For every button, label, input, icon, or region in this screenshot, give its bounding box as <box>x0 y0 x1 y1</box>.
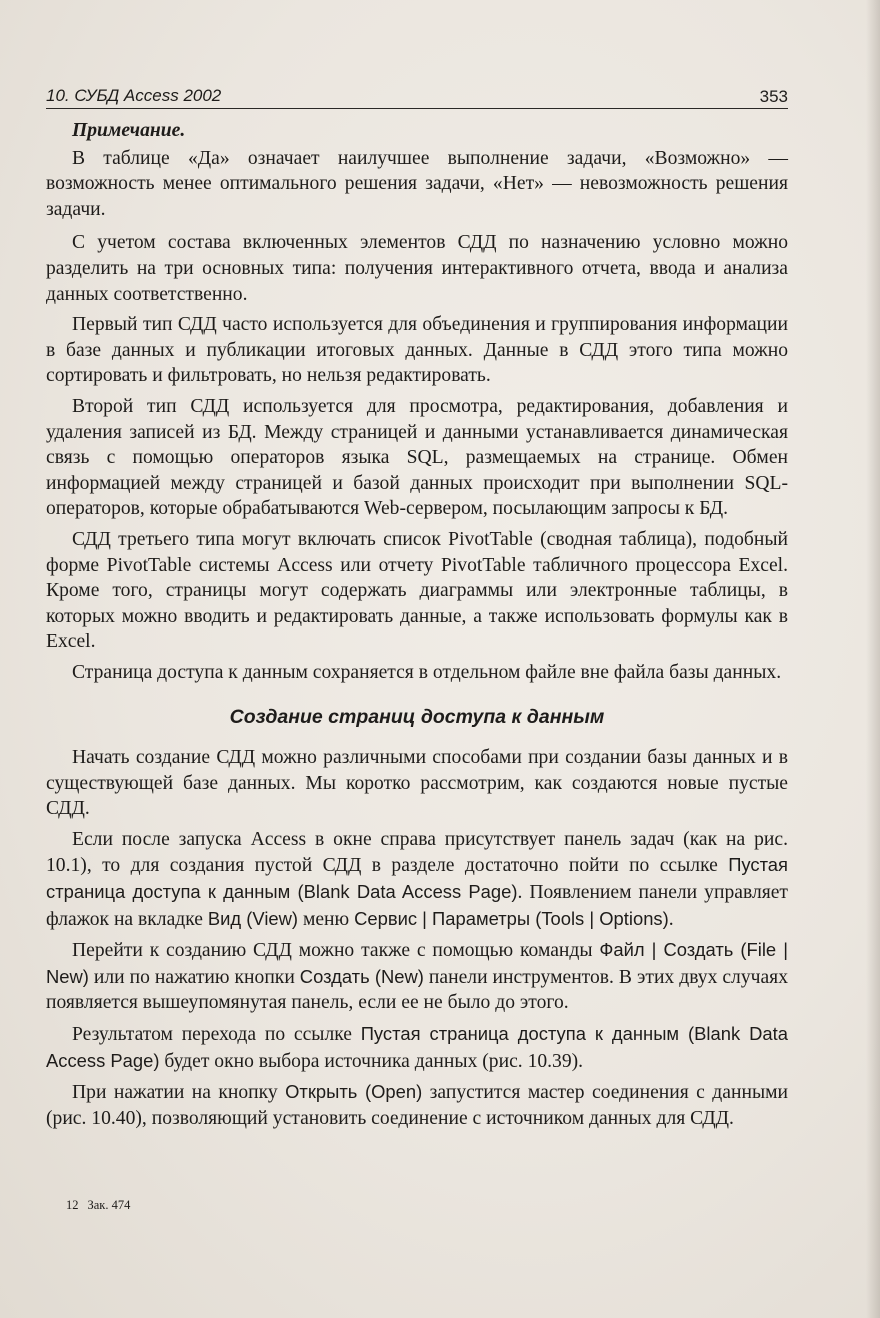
printer-signature <box>66 1198 139 1213</box>
paragraph: СДД третьего типа могут включать список PivotTable (сводная таблица), подобный форме PivotTable системы Access или отчету PivotTable табличного процессора Excel. Кроме того, страницы могут содержать диаграммы или электронные таблицы, в которых можно вводить и редактировать данные, а также использовать формулы как в Excel. <box>46 528 788 653</box>
paragraph <box>46 827 788 932</box>
paragraph <box>46 1021 788 1074</box>
text-run: будет окно выбора источника данных (рис. 10.39). <box>159 1050 584 1072</box>
page-body <box>46 118 788 1136</box>
text-run: запустится мастер соединения с данными (рис. 10.40), позволяющий установить соединение с источником данных для СДД. <box>46 1082 788 1129</box>
text-run: Результатом перехода по ссылке <box>72 1024 361 1045</box>
paragraph: С учетом состава включенных элементов СДД по назначению условно можно разделить на три основных типа: получения интерактивного отчета, ввода и анализа данных соответственно. <box>46 232 788 305</box>
section-heading: Создание страниц доступа к данным <box>229 706 605 729</box>
ui-tab-reference: Вид (View) <box>207 907 299 929</box>
text-run: Перейти к созданию СДД можно также с помощью команды <box>72 940 600 962</box>
signature-number: 12 <box>66 1198 79 1212</box>
page-gutter-shadow <box>866 0 880 1318</box>
paragraph: Второй тип СДД используется для просмотра, редактирования, добавления и удаления записей из БД. Между страницей и данными устанавливается динамическая связь с помощью операторов языка SQL, размещаемых на странице. Обмен информацией между страницей и базой данных происходит при выполнении SQL-операторов, которые обрабатываются Web-сервером, посылающим запросы к БД. <box>46 395 788 520</box>
ui-command-reference: Файл | Создать (File | New) <box>46 939 788 987</box>
text-run: При нажатии на кнопку <box>72 1082 286 1104</box>
page-header <box>46 84 788 109</box>
running-title: 10. СУБД Access 2002 <box>46 86 222 105</box>
order-number: Зак. 474 <box>87 1198 131 1212</box>
text-run: . <box>668 908 674 930</box>
paragraph <box>46 937 788 1016</box>
text-run: или по нажатию кнопки <box>88 966 300 988</box>
ui-button-reference: Создать (New) <box>299 965 424 987</box>
paragraph: Начать создание СДД можно различными способами при создании базы данных и в существующей базе данных. Мы коротко рассмотрим, как создаются новые пустые СДД. <box>46 747 788 820</box>
note-title: Примечание. <box>72 120 186 141</box>
text-run: Если после запуска Access в окне справа присутствует панель задач (как на рис. 10.1), то для создания пустой СДД в разделе достаточно пойти по ссылке <box>46 828 788 877</box>
ui-link-reference: Пустая страница доступа к данным (Blank Data Access Page) <box>46 854 788 903</box>
text-run: панели инструментов. В этих двух случаях появляется вышеупомянутая панель, если ее не было до этого. <box>46 966 788 1014</box>
ui-menu-reference: Сервис | Параметры (Tools | Options) <box>354 907 669 929</box>
text-run: . Появлением панели управляет флажок на вкладке <box>46 882 788 930</box>
text-run: меню <box>298 908 355 930</box>
page-number: 353 <box>759 87 788 106</box>
paragraph: Страница доступа к данным сохраняется в отдельном файле вне файла базы данных. <box>72 661 782 683</box>
paragraph: Первый тип СДД часто используется для объединения и группирования информации в базе данных и публикации итоговых данных. Данные в СДД этого типа можно сортировать и фильтровать, но нельзя редактировать. <box>46 314 788 387</box>
note-text: В таблице «Да» означает наилучшее выполнение задачи, «Возможно» — возможность менее оптимального решения задачи, «Нет» — невозможность решения задачи. <box>46 147 788 220</box>
ui-link-reference: Пустая страница доступа к данным (Blank Data Access Page) <box>46 1023 788 1071</box>
paragraph <box>46 1079 788 1131</box>
ui-button-reference: Открыть (Open) <box>285 1081 423 1103</box>
